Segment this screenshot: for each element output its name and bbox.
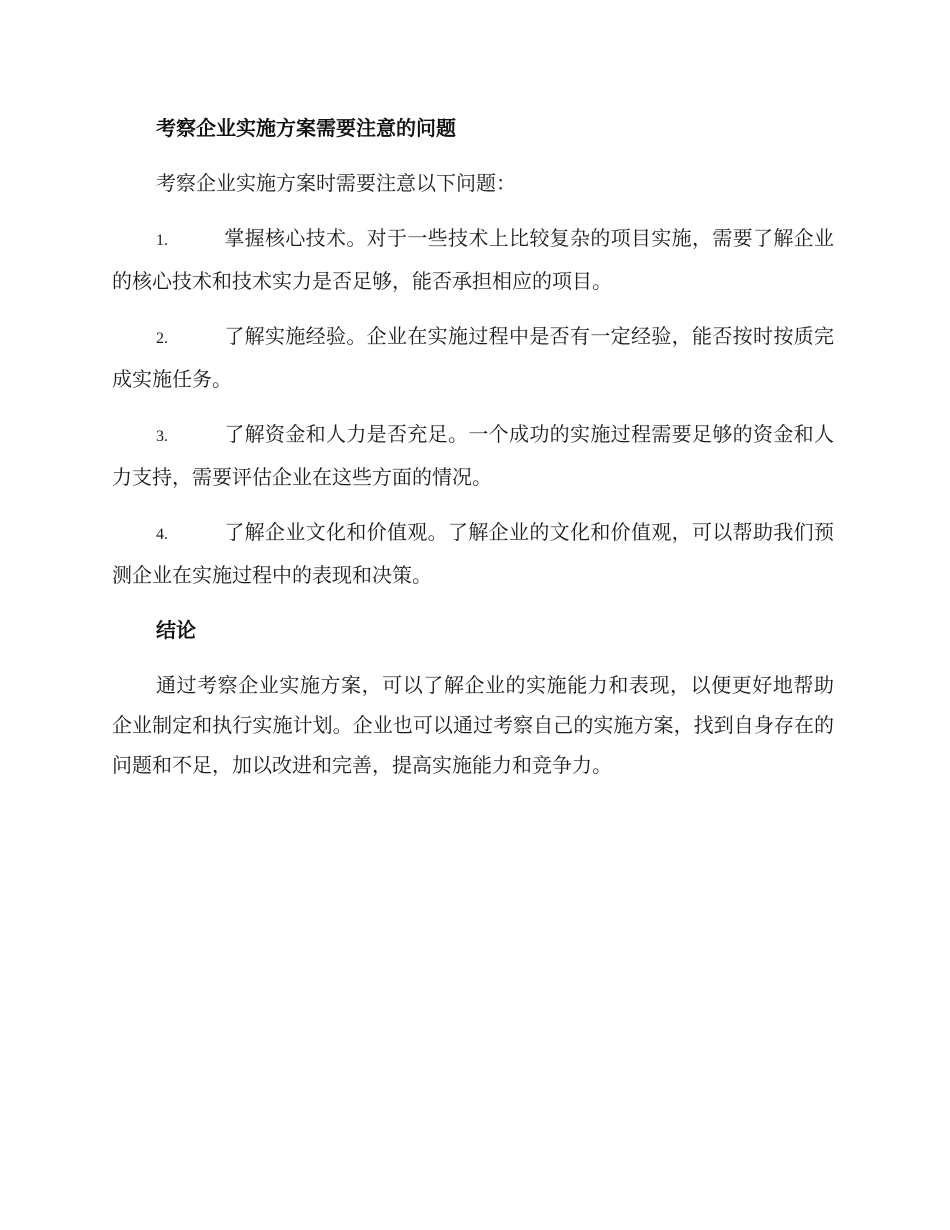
list-text: 了解企业文化和价值观。了解企业的文化和价值观，可以帮助我们预测企业在实施过程中的表现和决策。 xyxy=(112,520,834,587)
list-number: 3. xyxy=(156,428,168,445)
list-item-3 xyxy=(112,414,834,497)
intro-paragraph: 考察企业实施方案时需要注意以下问题： xyxy=(156,171,516,195)
list-number: 4. xyxy=(156,526,168,543)
document-page xyxy=(112,108,834,785)
list-item-2 xyxy=(112,316,834,399)
conclusion-heading: 结论 xyxy=(156,618,196,642)
conclusion-paragraph: 通过考察企业实施方案，可以了解企业的实施能力和表现，以便更好地帮助企业制定和执行实施计划。企业也可以通过考察自己的实施方案，找到自身存在的问题和不足，加以改进和完善，提高实施能力和竞争力。 xyxy=(112,673,834,777)
section-heading: 考察企业实施方案需要注意的问题 xyxy=(156,116,456,140)
list-item-1 xyxy=(112,218,834,301)
list-text: 了解资金和人力是否充足。一个成功的实施过程需要足够的资金和人力支持，需要评估企业在这些方面的情况。 xyxy=(112,422,834,489)
list-number: 2. xyxy=(156,330,168,347)
list-text: 掌握核心技术。对于一些技术上比较复杂的项目实施，需要了解企业的核心技术和技术实力是否足够，能否承担相应的项目。 xyxy=(112,226,834,293)
list-number: 1. xyxy=(156,232,168,249)
list-item-4 xyxy=(112,512,834,595)
list-text: 了解实施经验。企业在实施过程中是否有一定经验，能否按时按质完成实施任务。 xyxy=(112,324,834,391)
